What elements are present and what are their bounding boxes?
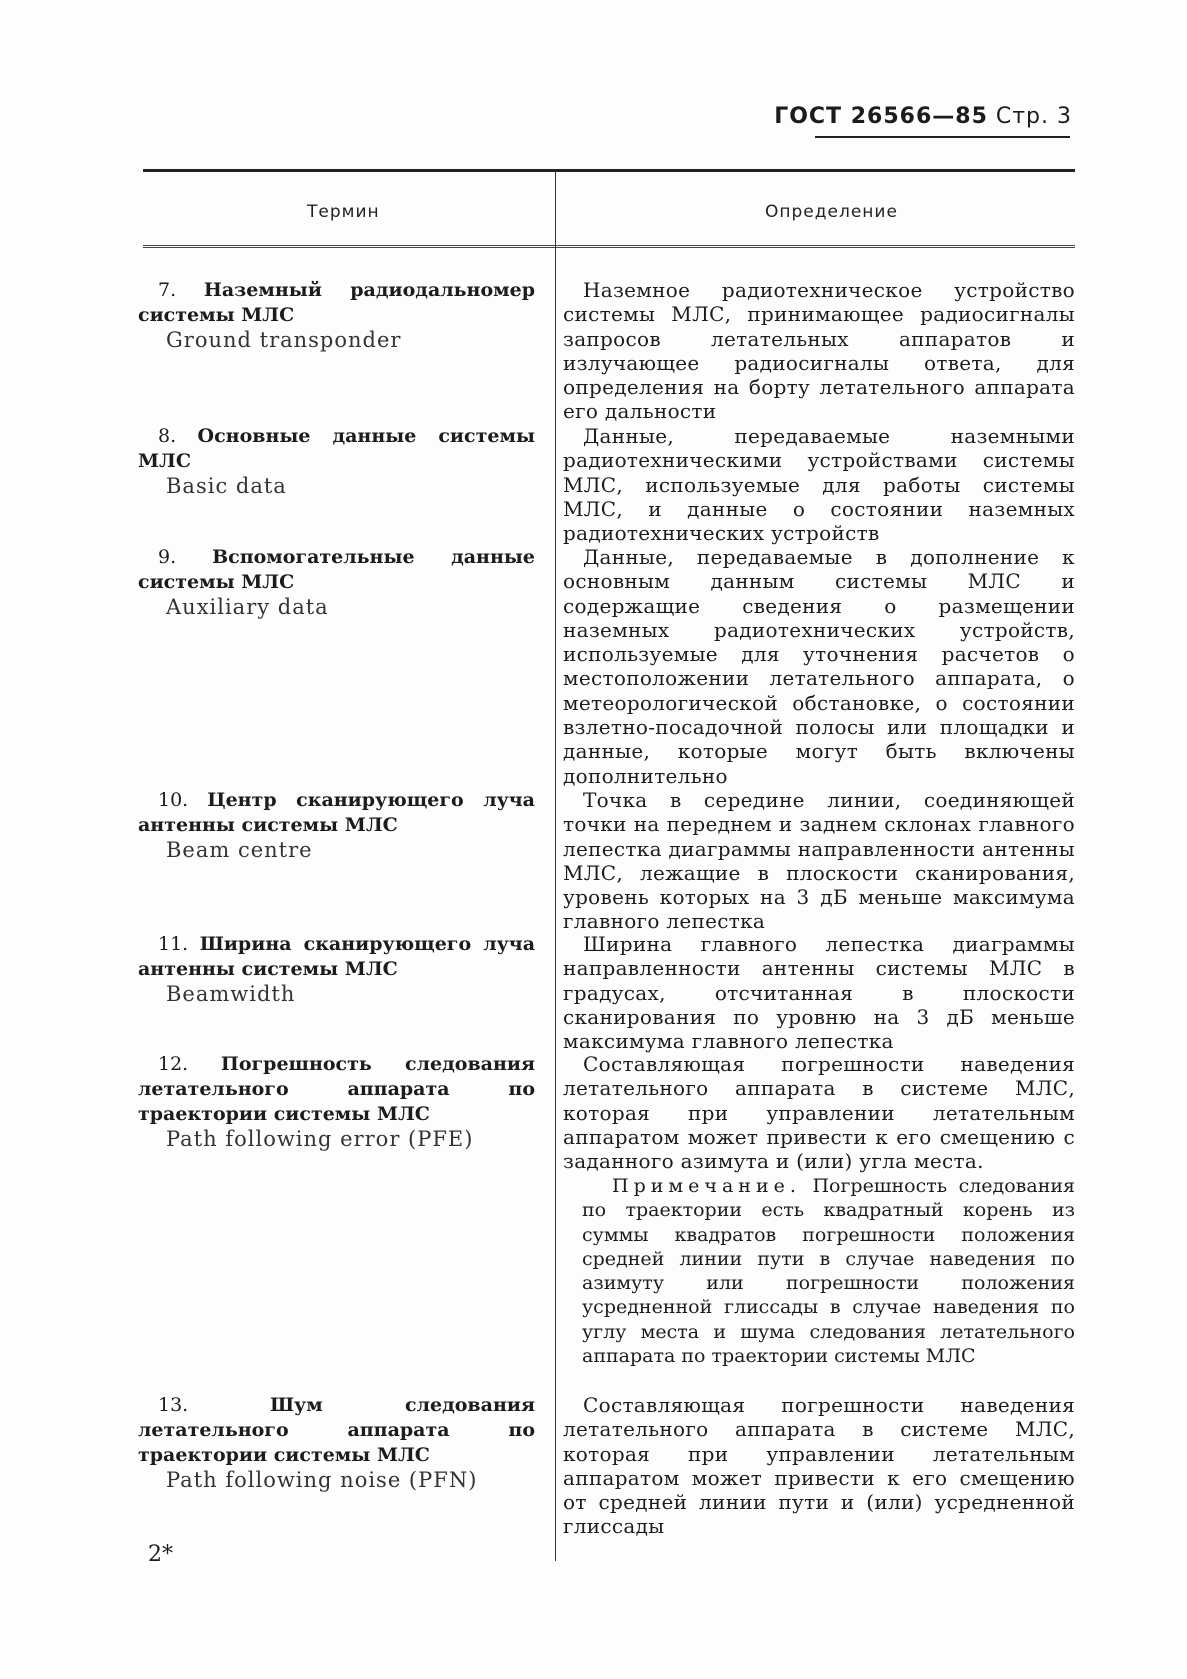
term-entry-8 <box>138 424 535 499</box>
term-number: 13. <box>158 1394 189 1416</box>
term-number: 8. <box>158 425 177 447</box>
note-text: Погрешность следования по траектории есть квадратный корень из суммы квадратов погрешности положения средней линии пути в случае наведения по азимуту или погрешности положения усредненной глиссады в случае наведения по углу места и шума следования летательного аппарата по траектории системы МЛС <box>582 1175 1076 1368</box>
term-english: Beamwidth <box>166 982 296 1006</box>
term-entry-13 <box>138 1393 535 1493</box>
definition-13: Составляющая погрешности наведения летательного аппарата в системе МЛС, которая при управлении летательным аппаратом может привести к его смещению от средней линии пути и (или) усредненной глиссады <box>563 1393 1075 1539</box>
note-12 <box>582 1174 1075 1368</box>
term-english: Beam centre <box>166 838 313 862</box>
column-header-definition: Определение <box>765 202 898 222</box>
term-number: 10. <box>158 789 189 811</box>
column-divider <box>555 171 556 1561</box>
term-title: Погрешность следования летательного аппарата по траектории системы МЛС <box>138 1053 535 1125</box>
term-entry-9 <box>138 545 535 620</box>
term-number: 11. <box>158 933 189 955</box>
term-number: 12. <box>158 1053 189 1075</box>
term-title: Центр сканирующего луча антенны системы МЛС <box>138 789 535 836</box>
header-underline <box>815 136 1070 138</box>
definition-8: Данные, передаваемые наземными радиотехническими устройствами системы МЛС, используемые для работы системы МЛС, и данные о состоянии наземных радиотехнических устройств <box>563 424 1075 546</box>
column-header-term: Термин <box>307 202 380 222</box>
term-title: Наземный радиодальномер системы МЛС <box>138 279 536 326</box>
term-title: Вспомогательные данные системы МЛС <box>138 546 536 593</box>
standard-number: ГОСТ 26566—85 <box>774 104 988 129</box>
definition-12: Составляющая погрешности наведения летательного аппарата в системе МЛС, которая при управлении летательным аппаратом может привести к его смещению с заданного азимута и (или) угла места. <box>563 1052 1075 1174</box>
term-entry-7 <box>138 278 535 353</box>
definition-10: Точка в середине линии, соединяющей точки на переднем и заднем склонах главного лепестка диаграммы направленности антенны МЛС, лежащие в плоскости сканирования, уровень которых на 3 дБ меньше максимума главного лепестка <box>563 788 1075 934</box>
term-entry-11 <box>138 932 535 1007</box>
definition-9: Данные, передаваемые в дополнение к основным данным системы МЛС и содержащие сведения о размещении наземных радиотехнических устройств, используемые для уточнения расчетов о местоположении летательного аппарата, о метеорологической обстановке, о состоянии взлетно-посадочной полосы или площадки и данные, которые могут быть включены дополнительно <box>563 545 1075 788</box>
term-entry-12 <box>138 1052 535 1152</box>
table-header-rule <box>143 245 1075 248</box>
term-english: Ground transponder <box>166 328 402 352</box>
term-title: Шум следования летательного аппарата по траектории системы МЛС <box>138 1394 535 1466</box>
term-english: Auxiliary data <box>166 595 329 619</box>
term-title: Ширина сканирующего луча антенны системы МЛС <box>138 933 535 980</box>
term-number: 7. <box>158 279 177 301</box>
definition-11: Ширина главного лепестка диаграммы направленности антенны системы МЛС в градусах, отсчитанная в плоскости сканирования по уровню на 3 дБ меньше максимума главного лепестка <box>563 932 1075 1054</box>
term-entry-10 <box>138 788 535 863</box>
note-label: Примечание. <box>612 1175 801 1197</box>
page-header <box>774 104 1072 129</box>
page-number: Стр. 3 <box>995 104 1072 129</box>
term-english: Path following noise (PFN) <box>166 1468 478 1492</box>
table-top-rule <box>143 169 1075 172</box>
term-english: Path following error (PFE) <box>166 1127 474 1151</box>
definition-7: Наземное радиотехническое устройство системы МЛС, принимающее радиосигналы запросов летательных аппаратов и излучающее радиосигналы ответа, для определения на борту летательного аппарата его дальности <box>563 278 1075 424</box>
term-number: 9. <box>158 546 177 568</box>
term-title: Основные данные системы МЛС <box>138 425 535 472</box>
signature-mark: 2* <box>148 1542 173 1567</box>
term-english: Basic data <box>166 474 287 498</box>
